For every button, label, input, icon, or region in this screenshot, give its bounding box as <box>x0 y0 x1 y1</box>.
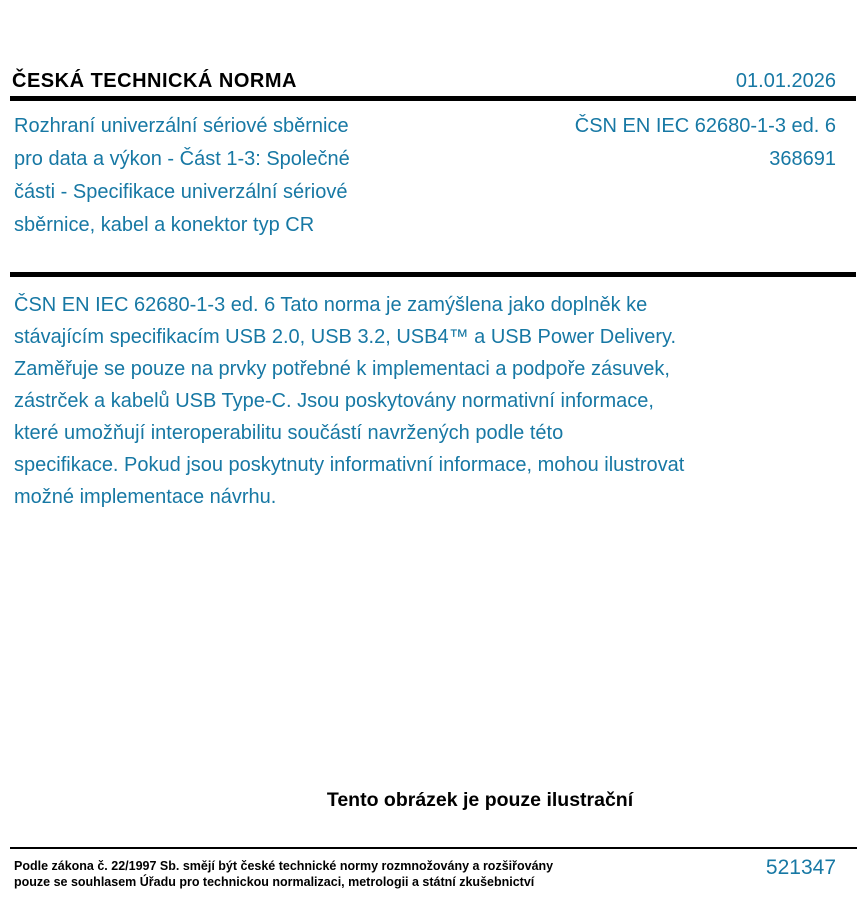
footer-legal-notice <box>14 858 574 890</box>
standard-abstract <box>14 289 814 513</box>
effective-date: 01.01.2026 <box>735 70 836 92</box>
header-divider-rule <box>10 96 856 101</box>
abstract-line: ČSN EN IEC 62680-1-3 ed. 6 Tato norma je zamýšlena jako doplněk ke <box>14 294 648 316</box>
standard-title-line: části - Specifikace univerzální sériové <box>14 181 348 203</box>
standard-title-line: pro data a výkon - Část 1-3: Společné <box>14 148 350 170</box>
footer-document-number: 521347 <box>765 856 836 879</box>
title-divider-rule <box>10 272 856 277</box>
standard-identifiers <box>575 110 836 176</box>
footer-legal-line: Podle zákona č. 22/1997 Sb. smějí být české technické normy rozmnožovány a rozšiřovány <box>14 859 554 873</box>
abstract-line: Zaměřuje se pouze na prvky potřebné k implementaci a podpoře zásuvek, <box>14 358 670 380</box>
abstract-line: možné implementace návrhu. <box>14 486 277 508</box>
standard-title <box>14 110 444 242</box>
abstract-line: stávajícím specifikacím USB 2.0, USB 3.2, USB4™ a USB Power Delivery. <box>14 326 677 348</box>
abstract-line: specifikace. Pokud jsou poskytnuty informativní informace, mohou ilustrovat <box>14 454 685 476</box>
standard-catalog-number: 368691 <box>769 148 836 170</box>
footer-divider-rule <box>10 847 857 849</box>
page-title: ČESKÁ TECHNICKÁ NORMA <box>12 70 297 92</box>
standard-designation: ČSN EN IEC 62680-1-3 ed. 6 <box>574 115 836 137</box>
standard-title-line: Rozhraní univerzální sériové sběrnice <box>14 115 349 137</box>
standard-title-line: sběrnice, kabel a konektor typ CR <box>14 214 315 236</box>
illustrative-caption: Tento obrázek je pouze ilustrační <box>326 789 634 811</box>
abstract-line: zástrček a kabelů USB Type-C. Jsou poskytovány normativní informace, <box>14 390 654 412</box>
footer-legal-line: pouze se souhlasem Úřadu pro technickou normalizaci, metrologii a státní zkušebnictví <box>14 875 535 889</box>
page-header <box>12 70 836 93</box>
abstract-line: které umožňují interoperabilitu součástí navržených podle této <box>14 422 564 444</box>
